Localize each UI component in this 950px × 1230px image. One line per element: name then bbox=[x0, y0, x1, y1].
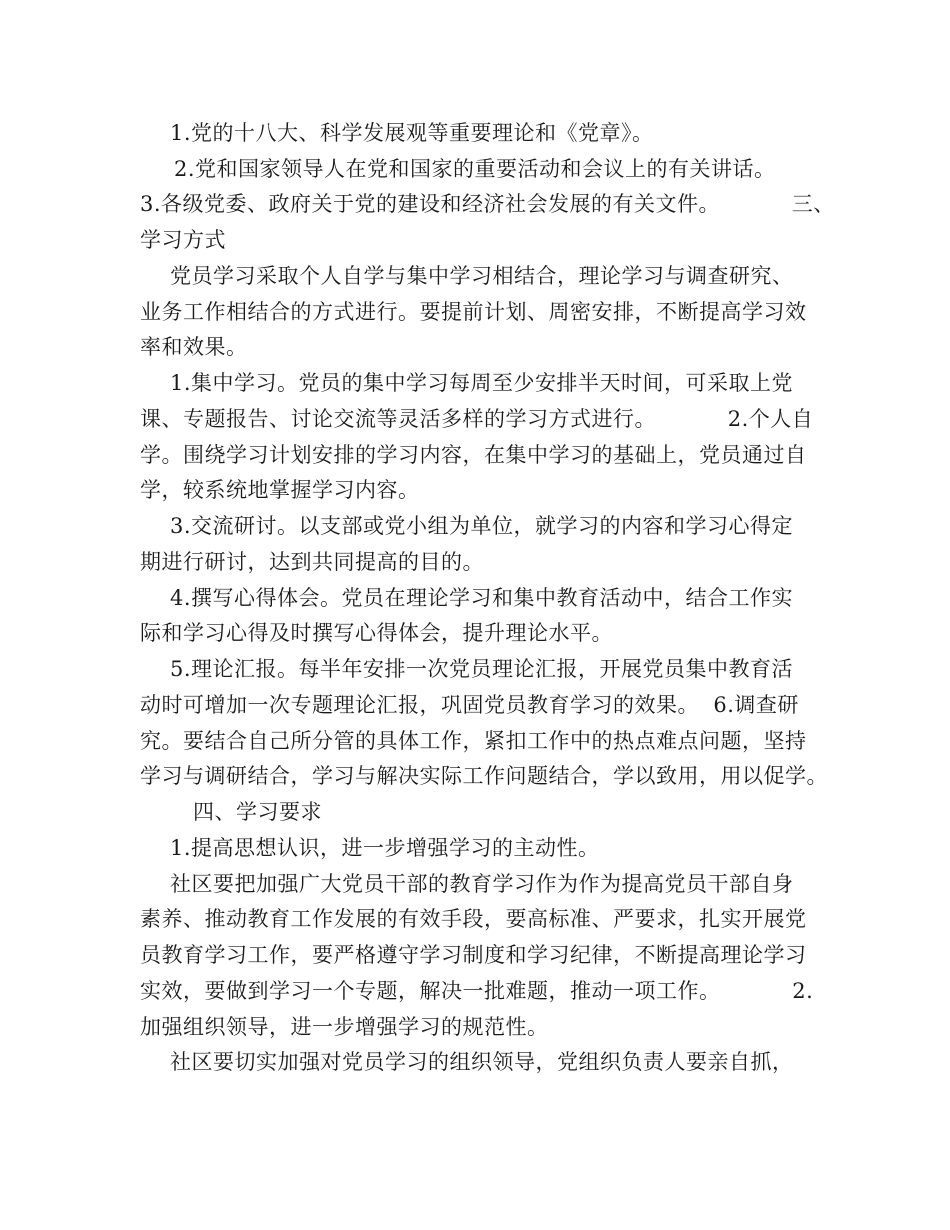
text-line: 加强组织领导，进一步增强学习的规范性。 bbox=[140, 1015, 549, 1039]
text-line: 率和效果。 bbox=[140, 335, 248, 359]
text-line: 3.交流研讨。以支部或党小组为单位，就学习的内容和学习心得定 bbox=[170, 514, 794, 538]
text-line: 5.理论汇报。每半年安排一次党员理论汇报，开展党员集中教育活 bbox=[170, 657, 794, 681]
text-line: 2.党和国家领导人在党和国家的重要活动和会议上的有关讲话。 bbox=[174, 157, 776, 181]
section-heading: 四、学习要求 bbox=[193, 800, 322, 824]
text-line: 期进行研讨，达到共同提高的目的。 bbox=[140, 550, 484, 574]
text-line: 学，较系统地掌握学习内容。 bbox=[140, 478, 420, 502]
text-line: 员教育学习工作，要严格遵守学习制度和学习纪律，不断提高理论学习 bbox=[140, 943, 807, 967]
text-line: 党员学习采取个人自学与集中学习相结合，理论学习与调查研究、 bbox=[170, 264, 794, 288]
text-line: 4.撰写心得体会。党员在理论学习和集中教育活动中，结合工作实 bbox=[170, 586, 794, 610]
text-line: 究。要结合自己所分管的具体工作，紧扣工作中的热点难点问题，坚持 bbox=[140, 729, 807, 753]
text-line: 1.集中学习。党员的集中学习每周至少安排半天时间，可采取上党 bbox=[170, 371, 794, 395]
text-line: 学习方式 bbox=[140, 228, 226, 252]
text-line: 学。围绕学习计划安排的学习内容，在集中学习的基础上，党员通过自 bbox=[140, 443, 807, 467]
text-line: 社区要切实加强对党员学习的组织领导，党组织负责人要亲自抓， bbox=[170, 1050, 794, 1074]
text-line: 课、专题报告、讨论交流等灵活多样的学习方式进行。 2.个人自 bbox=[140, 407, 814, 431]
text-line: 社区要把加强广大党员干部的教育学习作为作为提高党员干部自身 bbox=[170, 872, 794, 896]
text-line: 1.提高思想认识，进一步增强学习的主动性。 bbox=[170, 836, 600, 860]
text-line: 动时可增加一次专题理论汇报，巩固党员教育学习的效果。 6.调查研 bbox=[140, 693, 799, 717]
text-line: 素养、推动教育工作发展的有效手段，要高标准、严要求，扎实开展党 bbox=[140, 907, 807, 931]
text-line: 业务工作相结合的方式进行。要提前计划、周密安排，不断提高学习效 bbox=[140, 300, 807, 324]
text-line: 际和学习心得及时撰写心得体会，提升理论水平。 bbox=[140, 621, 613, 645]
text-line: 实效，要做到学习一个专题，解决一批难题，推动一项工作。 2. bbox=[140, 979, 814, 1003]
text-line: 学习与调研结合，学习与解决实际工作问题结合，学以致用，用以促学。 bbox=[140, 764, 828, 788]
text-line: 3.各级党委、政府关于党的建设和经济社会发展的有关文件。 三、 bbox=[140, 192, 835, 216]
text-line: 1.党的十八大、科学发展观等重要理论和《党章》。 bbox=[170, 121, 654, 145]
